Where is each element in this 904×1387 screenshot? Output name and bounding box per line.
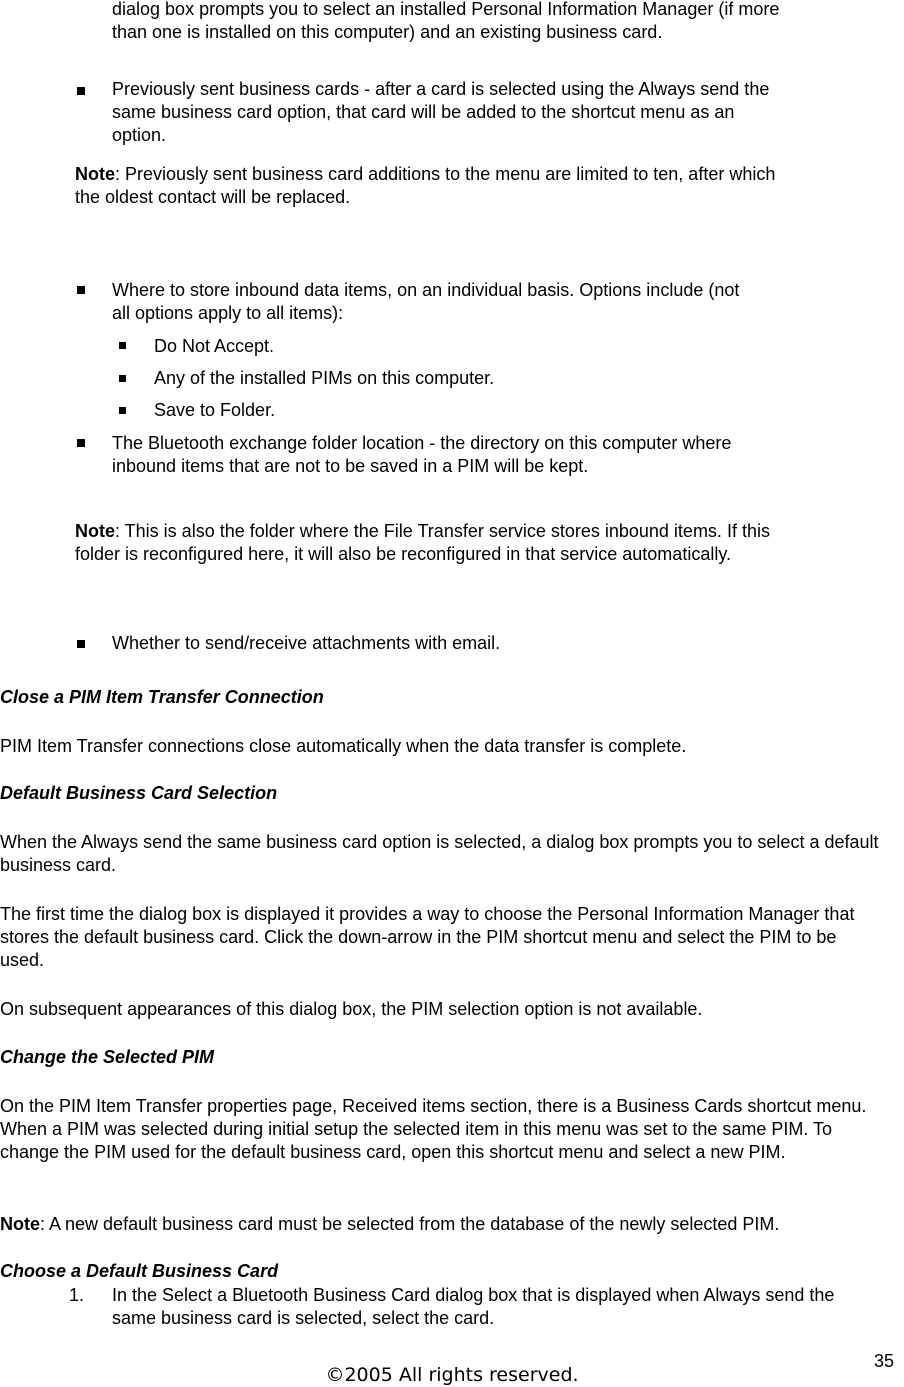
bullet-marker [77,87,85,95]
note-text: : This is also the folder where the File Transfer service stores inbound items. If this folder is reconfigured here, it will also be reconfigured in that service automatically. [75,521,770,564]
bullet-previously-sent: Previously sent business cards - after a card is selected using the Always send the same business card option, that card will be added to the shortcut menu as an option. [112,79,770,145]
bullet-marker [77,439,85,447]
option-save-to-folder: Save to Folder. [154,400,276,420]
default-card-paragraph-1: When the Always send the same business card option is selected, a dialog box prompts you to select a default business card. [0,832,879,875]
note-file-transfer [75,520,775,566]
note-label: Note [0,1214,40,1234]
bullet-marker [77,640,85,648]
step-1-text: In the Select a Bluetooth Business Card dialog box that is displayed when Always send the same business card is selected, select the card. [112,1285,835,1328]
heading-choose-default-card: Choose a Default Business Card [0,1261,279,1281]
close-connection-text: PIM Item Transfer connections close automatically when the data transfer is complete. [0,736,687,756]
bullet-marker [77,286,85,294]
option-do-not-accept: Do Not Accept. [154,336,275,356]
default-card-paragraph-3: On subsequent appearances of this dialog box, the PIM selection option is not available. [0,999,703,1019]
sub-bullet-marker [119,375,126,382]
copyright-footer: ©2005 All rights reserved. [325,1364,579,1386]
heading-default-business-card: Default Business Card Selection [0,783,278,803]
option-installed-pims: Any of the installed PIMs on this computer. [154,368,495,388]
intro-continuation: dialog box prompts you to select an installed Personal Information Manager (if more than one is installed on this computer) and an existing business card. [112,0,780,42]
note-label: Note [75,164,115,184]
sub-bullet-marker [119,407,126,414]
bullet-attachments: Whether to send/receive attachments with email. [112,633,501,653]
bullet-store-inbound: Where to store inbound data items, on an individual basis. Options include (not all options apply to all items): [112,280,740,323]
sub-bullet-marker [119,342,126,349]
change-pim-paragraph: On the PIM Item Transfer properties page, Received items section, there is a Business Cards shortcut menu. When a PIM was selected during initial setup the selected item in this menu was set to the same PIM. To change the PIM used for the default business card, open this shortcut menu and select a new PIM. [0,1096,867,1162]
step-number: 1. [69,1285,85,1305]
bullet-exchange-folder: The Bluetooth exchange folder location - the directory on this computer where inbound items that are not to be saved in a PIM will be kept. [112,433,732,476]
note-new-default-card [0,1213,904,1236]
heading-close-connection: Close a PIM Item Transfer Connection [0,687,324,707]
heading-change-pim: Change the Selected PIM [0,1047,215,1067]
page-number: 35 [874,1351,895,1371]
note-text: : A new default business card must be selected from the database of the newly selected PIM. [40,1214,780,1234]
note-label: Note [75,521,115,541]
note-menu-limit [75,163,805,209]
default-card-paragraph-2: The first time the dialog box is displayed it provides a way to choose the Personal Information Manager that stores the default business card. Click the down-arrow in the PIM shortcut menu and select the PIM to be used. [0,904,855,970]
note-text: : Previously sent business card additions to the menu are limited to ten, after which the oldest contact will be replaced. [75,164,776,207]
